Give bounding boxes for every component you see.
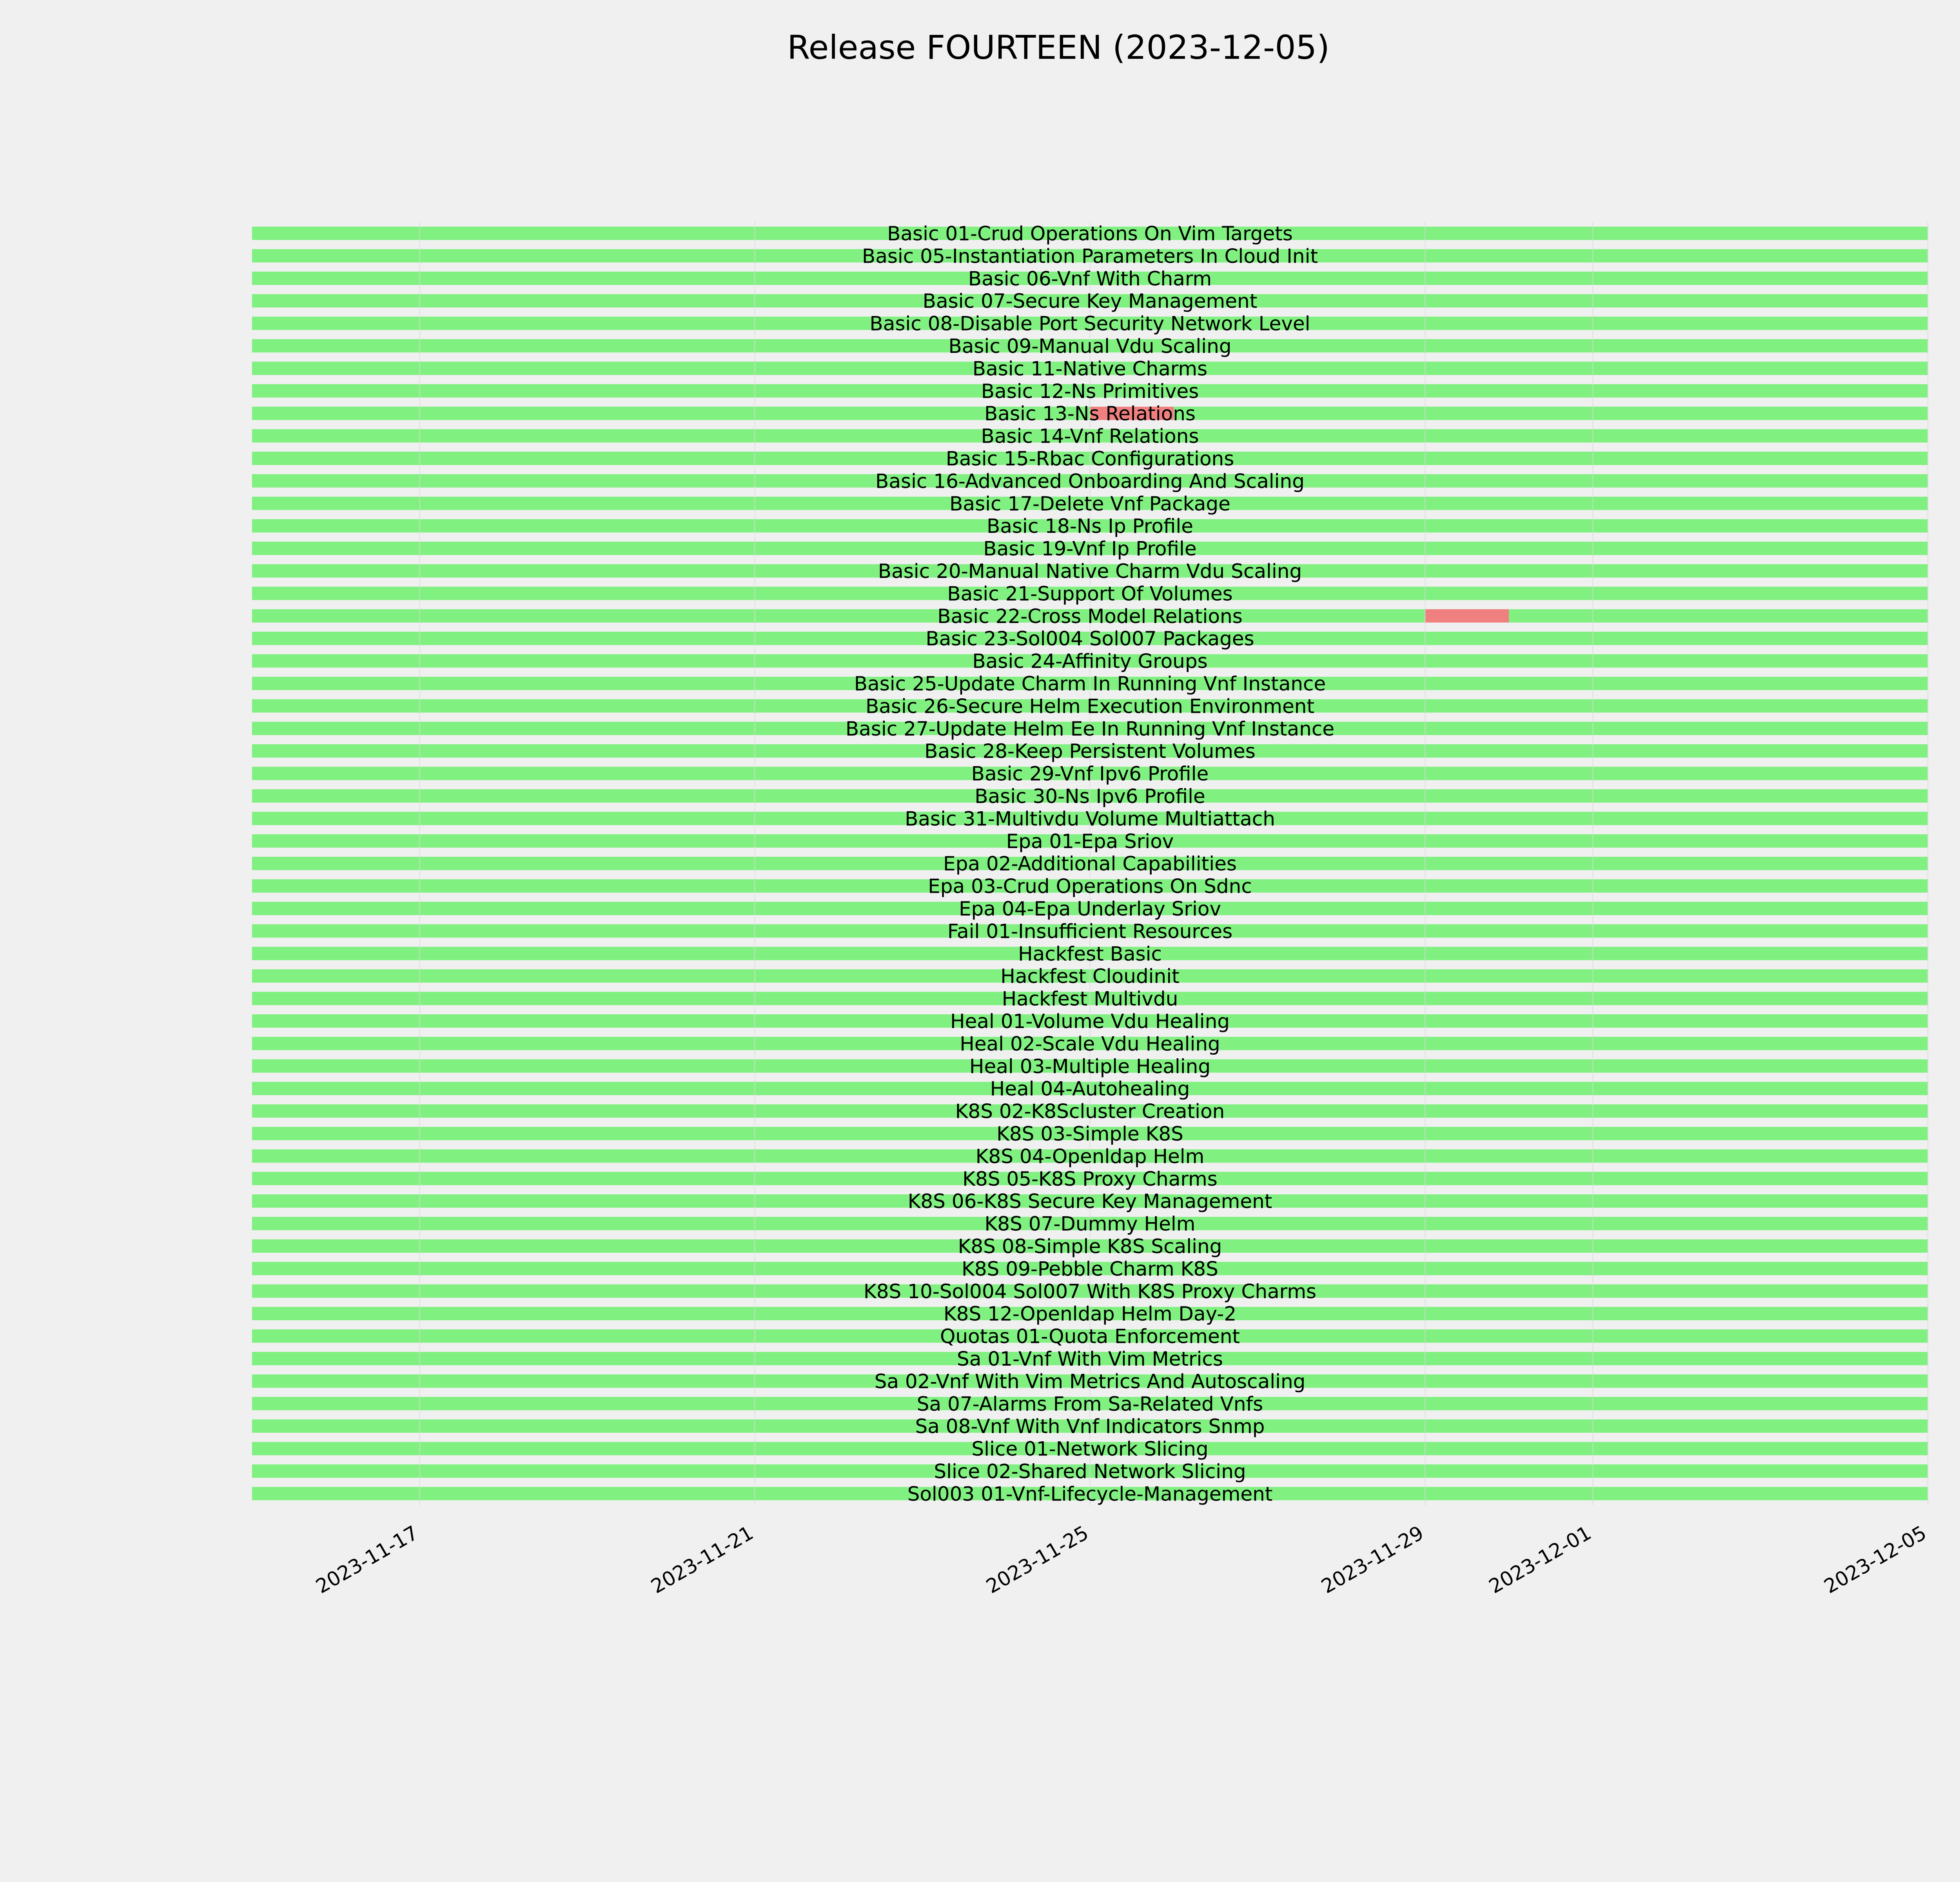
pass-bar <box>252 609 1425 623</box>
fail-bar <box>1425 609 1509 623</box>
row-label: Basic 17-Delete Vnf Package <box>949 492 1230 515</box>
row-label: Heal 01-Volume Vdu Healing <box>950 1010 1230 1033</box>
row-label: Heal 03-Multiple Healing <box>969 1055 1211 1078</box>
row-label: K8S 09-Pebble Charm K8S <box>962 1257 1218 1281</box>
row-label: K8S 03-Simple K8S <box>996 1123 1183 1145</box>
row-label: Heal 02-Scale Vdu Healing <box>960 1032 1220 1055</box>
row-label: K8S 05-K8S Proxy Charms <box>962 1167 1218 1190</box>
row-label: Sol003 01-Vnf-Lifecycle-Management <box>907 1482 1273 1506</box>
row-label: Slice 02-Shared Network Slicing <box>934 1460 1246 1483</box>
row-label: Basic 20-Manual Native Charm Vdu Scaling <box>878 560 1302 583</box>
row-label: Basic 22-Cross Model Relations <box>937 605 1243 628</box>
row-label: Heal 04-Autohealing <box>990 1077 1190 1101</box>
row-label: Basic 09-Manual Vdu Scaling <box>948 335 1232 358</box>
row-label: Basic 06-Vnf With Charm <box>968 267 1212 290</box>
x-tick-label: 2023-11-17 <box>312 1521 422 1598</box>
chart-title: Release FOURTEEN (2023-12-05) <box>787 28 1330 67</box>
row-label: Basic 26-Secure Helm Execution Environment <box>865 695 1315 718</box>
pass-bar <box>1509 609 1928 623</box>
row-label: K8S 06-K8S Secure Key Management <box>907 1190 1272 1213</box>
row-label: Basic 21-Support Of Volumes <box>947 582 1233 605</box>
row-label: Basic 29-Vnf Ipv6 Profile <box>971 762 1209 785</box>
row-label: Basic 07-Secure Key Management <box>922 290 1258 313</box>
x-tick-label: 2023-11-29 <box>1317 1521 1428 1598</box>
row-label: Basic 19-Vnf Ip Profile <box>983 537 1197 560</box>
row-label: K8S 04-Openldap Helm <box>975 1145 1205 1168</box>
row-label: Basic 31-Multivdu Volume Multiattach <box>905 807 1275 830</box>
row-label: Basic 12-Ns Primitives <box>981 380 1199 403</box>
row-label: Epa 03-Crud Operations On Sdnc <box>928 875 1252 898</box>
row-label: K8S 02-K8Scluster Creation <box>955 1100 1225 1123</box>
row-label: Basic 01-Crud Operations On Vim Targets <box>887 222 1293 245</box>
x-tick-label: 2023-11-21 <box>647 1521 757 1598</box>
pass-bar <box>1174 407 1928 420</box>
row-label: K8S 08-Simple K8S Scaling <box>958 1235 1222 1258</box>
row-label: K8S 07-Dummy Helm <box>984 1212 1196 1235</box>
row-label: Basic 23-Sol004 Sol007 Packages <box>926 627 1254 650</box>
x-tick-label: 2023-12-01 <box>1485 1521 1595 1598</box>
pass-bar <box>252 407 1090 420</box>
row-label: Basic 30-Ns Ipv6 Profile <box>975 785 1205 808</box>
row-label: Epa 01-Epa Sriov <box>1006 830 1174 853</box>
row-label: Fail 01-Insufficient Resources <box>947 920 1233 943</box>
row-label: Sa 08-Vnf With Vnf Indicators Snmp <box>915 1415 1265 1438</box>
row-label: Basic 05-Instantiation Parameters In Cloud Init <box>862 245 1318 268</box>
row-label: Hackfest Basic <box>1018 942 1162 965</box>
row-label: Basic 11-Native Charms <box>972 357 1208 380</box>
row-label: Basic 16-Advanced Onboarding And Scaling <box>875 470 1305 493</box>
row-label: Basic 13-Ns Relations <box>984 402 1196 425</box>
row-label: Hackfest Cloudinit <box>1000 965 1180 988</box>
x-tick-label: 2023-11-25 <box>982 1521 1093 1598</box>
row-label: Basic 15-Rbac Configurations <box>946 447 1234 470</box>
row-label: Basic 18-Ns Ip Profile <box>986 515 1194 538</box>
x-tick-label: 2023-12-05 <box>1820 1521 1930 1598</box>
row-label: Quotas 01-Quota Enforcement <box>940 1325 1240 1348</box>
row-label: Sa 02-Vnf With Vim Metrics And Autoscaling <box>874 1370 1306 1393</box>
row-label: Sa 07-Alarms From Sa-Related Vnfs <box>916 1392 1263 1415</box>
row-label: Epa 02-Additional Capabilities <box>943 852 1237 876</box>
row-label: Slice 01-Network Slicing <box>971 1437 1209 1461</box>
row-label: Basic 25-Update Charm In Running Vnf Instance <box>854 672 1326 695</box>
row-label: Epa 04-Epa Underlay Sriov <box>958 897 1221 920</box>
row-label: Basic 27-Update Helm Ee In Running Vnf Instance <box>845 717 1335 740</box>
row-label: Basic 24-Affinity Groups <box>972 650 1208 673</box>
row-label: K8S 10-Sol004 Sol007 With K8S Proxy Charms <box>863 1280 1317 1303</box>
row-label: Sa 01-Vnf With Vim Metrics <box>957 1348 1223 1370</box>
row-label: Basic 08-Disable Port Security Network Level <box>869 312 1310 335</box>
row-label: Hackfest Multivdu <box>1002 987 1178 1010</box>
row-label: Basic 28-Keep Persistent Volumes <box>924 740 1256 763</box>
x-axis-ticks <box>312 1521 1930 1598</box>
row-label: K8S 12-Openldap Helm Day-2 <box>943 1303 1237 1326</box>
row-label: Basic 14-Vnf Relations <box>981 425 1199 448</box>
